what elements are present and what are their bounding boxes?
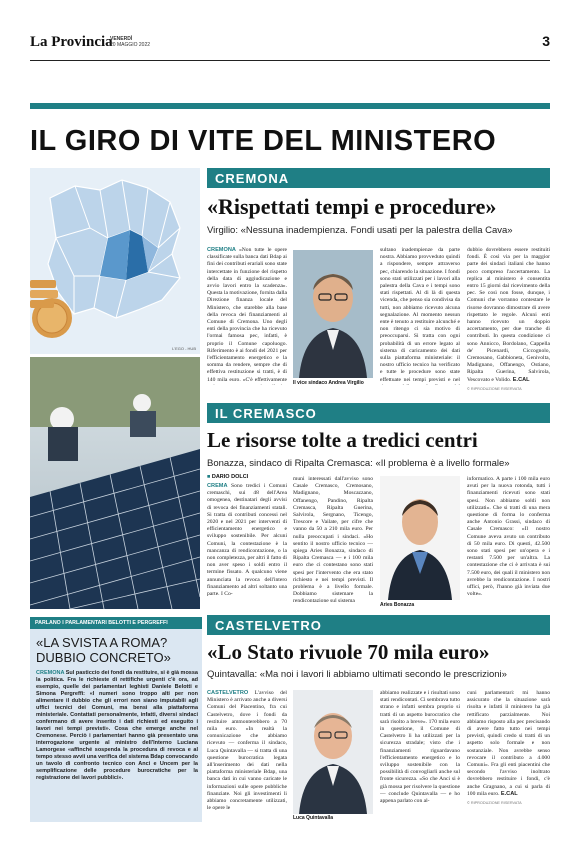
section-tag-cremasco: IL CREMASCO	[207, 403, 550, 423]
map-illustration	[30, 168, 200, 354]
castelvetro-headline: «Lo Stato rivuole 70 mila euro»	[207, 640, 490, 664]
castelvetro-column-3	[467, 690, 550, 822]
byline-author: DARIO DOLCI	[211, 474, 249, 480]
cremasco-kicker: CREMA	[207, 483, 228, 489]
castelvetro-copyright: © RIPRODUZIONE RISERVATA	[467, 801, 522, 806]
sidebar-box	[30, 617, 202, 822]
sidebar-kicker: CREMONA	[36, 670, 65, 676]
cremasco-headline: Le risorse tolte a tredici centri	[207, 428, 478, 452]
masthead-rule	[30, 60, 550, 61]
cremona-column-3	[467, 247, 550, 397]
issue-day: VENERDÌ	[110, 36, 133, 42]
section-tag-cremona: CREMONA	[207, 168, 550, 188]
masthead	[30, 30, 550, 60]
solar-panel-photo	[30, 357, 200, 609]
newspaper-logo: La Provincia	[30, 34, 113, 50]
cremona-copyright: © RIPRODUZIONE RISERVATA	[467, 386, 522, 391]
cremasco-col1-text: Sono tredici i Comuni cremaschi, sui 48 dell'Area omogenea, destinatari degli avvisi di revoca dei finanziamenti statali. Si tratta di contributi concessi nel 2020 e nel 2021 per interventi di efficientamento energetico e sviluppo sostenibile. Per alcuni Comuni, la contestazione è la mancanza di rendicontazione, o la non completezza, per altri il fatto di non aver speso i soldi entro il termine fissato. A qualcuno viene annunciata la revoca dell'intero finanziamento ad altri soltanto una parte. I Co-	[207, 483, 287, 598]
issue-date-text: 20 MAGGIO 2022	[110, 42, 151, 48]
cremona-column-1	[207, 247, 287, 385]
section-tag-castelvetro: CASTELVETRO	[207, 615, 550, 635]
lombardy-map-graphic	[30, 168, 200, 354]
quintavalla-portrait	[293, 690, 373, 814]
section-rule	[30, 103, 550, 109]
castelvetro-signature: E.CAL	[500, 790, 518, 797]
sidebar-bar: PARLANO I PARLAMENTARI BELOTTI E PERGREFFI	[30, 617, 202, 629]
castelvetro-kicker: CASTELVETRO	[207, 690, 249, 696]
castelvetro-col3-text: cuni parlamentari: mi hanno assicurato che la situazione sarà risolta e infatti il ministero ha già rettificato parzialmente. Noi abbiamo risposto alla pec precisando di avere fatto tutto nei tempi previsti, quindi credo si tratti di un aspetto solo formale e non sostanziale. Non avrebbe senso revocare il contributo a 4.000 Comuni». Fra gli enti piacentini che secondo l'avviso inoltrato dovrebbero restituire i fondi, c'è anche Gragnano, a cui si parla di 100 mila euro.	[467, 690, 550, 797]
sidebar-text	[36, 670, 198, 818]
sidebar-title: «LA SVISTA A ROMA? DUBBIO CONCRETO»	[36, 635, 171, 665]
virgilio-caption: Il vice sindaco Andrea Virgilio	[293, 380, 364, 386]
cremona-headline: «Rispettati tempi e procedure»	[207, 194, 497, 219]
page-number: 3	[542, 33, 550, 49]
map-credit: L'EGO - HUB	[172, 346, 196, 351]
castelvetro-subhead: Quintavalla: «Ma noi i lavori li abbiamo ultimati secondo le prescrizioni»	[207, 669, 507, 680]
cremona-col1-text: «Non tutte le opere classificate sulla banca dati Bdap ai fini dei contributi erariali sono state intercettate in funzione del rispetto della data di aggiudicazione e avvio lavori entro la scadenza». Questa la motivazione, fornita dalla Direzione finanza locale del Ministero, che starebbe alla base della revoca dei finanziamenti al Comune di Cremona. Uno degli enti della provincia che ha ricevuto l'ormai famosa pec, infatti, è proprio il Comune capoluogo. Riferimento è ai fondi del 2021 per l'efficientamento energetico e la somma da rendere, sempre che di effettiva restituzione si tratti, è di 140 mila euro. «C'è effettivamente	[207, 247, 287, 383]
solar-illustration	[30, 357, 200, 609]
cremona-col3-text: dubbio dovrebbero essere restituiti fondi. È così via per la maggior parte dei sindaci italiani che hanno poco compreso l'accertamento. La replica al ministero è consentita entro 15 giorni dal ricevimento della pec. Se così non fosse, dunque, i Comuni che vorranno contestare le risorse dovranno dimostrare di avere rispettato le regole. Alcuni enti hanno ricevuto un doppio accertamento, per due tranche di contributi. In questa condizione ci sono Annicco, Bordolano, Cappella de' Picenardi, Ciccognolo, Cremosano, Gabbioneta, Genivolta, Madignano, Offanengo, Ostiano, Ripalta Guerina, Salvirola, Vescovato e Volido.	[467, 247, 550, 383]
bonazza-caption: Aries Bonazza	[380, 602, 415, 608]
cremasco-byline	[207, 474, 248, 480]
cremona-column-2: sultano inadempienze da parte nostra. Abbiamo provveduto quindi a rispondere, sempre attraverso pec, chiarendo la situazione. I fondi sono stati utilizzati per i lavori alla palestra della Cava e i tempi sono stati rispettati. Al di là di questa vicenda, che penso sia condivisa da tutti, non abbiamo ricevuto alcuna segnalazione. Al momento nessun ente è tenuto a restituire alcunché e non ritengo ci sia motivo di preoccuparsi. Si tratta con ogni probabilità di un errore legato al sistema di caricamento dei dati sulla piattaforma ministeriale: il nostro ufficio tecnico ha verificato e tutte le procedure sono state effettuate nei tempi previsti e nel	[380, 247, 460, 383]
cremasco-column-1	[207, 483, 287, 607]
byline-marker: ■	[207, 474, 211, 480]
castelvetro-column-2: abbiamo realizzate e i risultati sono stati rendicontati. Ci sembrava tutto strano e infatti sembra proprio si tratti di un aspetto burocratico che sarà risolto a breve». 170 mila euro in questione, il Comune di Castelvetro li ha utilizzati per la sicurezza stradale; visto che i finanziamenti riguardavano l'efficientamento energetico e lo sviluppo sostenibile con la possibilità di convogliarli anche sul fronte sicurezza. «So che Anci si è già mossa per risolvere la questione — conclude Quintavalla — e ho appena parlato con al-	[380, 690, 460, 805]
cremona-kicker: CREMONA	[207, 247, 236, 253]
quintavalla-caption: Luca Quintavalla	[293, 815, 334, 821]
cremasco-column-3: informatico. A parte i 100 mila euro avuti per la nuova rotonda, tutti i finanziamenti ricevuti sono stati spesi. Non abbiamo soldi non utilizzati». Che si tratti di una mera questione di forma lo conferma anche Antonio Grassi, sindaco di Casale Cremasco: «Il nostro Comune aveva avuto un contributo di 50 mila euro. Di questi, 42.500 sono stati spesi per un'opera e i restanti 7.500 per un'altra. La contestazione che ci è arrivata è sui 7.500 euro, dei quali il ministero non avrebbe la rendicontazione. I nostri uffici, però, l'hanno già inviata due volte».	[467, 476, 550, 598]
cremona-subhead: Virgilio: «Nessuna inadempienza. Fondi usati per la palestra della Cava»	[207, 225, 513, 236]
castelvetro-col1-text: L'avviso del Ministero è arrivato anche a diversi Comuni del Piacentino, fra cui Castelvetro, dove i fondi da restituire ammonterebbero a 70 mila euro. «In realtà la comunicazione che abbiamo ricevuto — conferma il sindaco, Luca Quintavalla — si tratta di una questione burocratica legata all'inserimento dei dati nella piattaforma ministeriale Bdap, una banca dati in cui vanno caricate le informazioni sulle opere pubbliche finanziate. Noi gli investimenti li abbiamo concretamente utilizzati, le opere le	[207, 690, 287, 812]
cremasco-subhead: Bonazza, sindaco di Ripalta Cremasca: «Il problema è a livello formale»	[207, 458, 510, 469]
virgilio-portrait	[293, 250, 373, 378]
castelvetro-column-1	[207, 690, 287, 820]
issue-date	[110, 36, 150, 48]
cremona-signature: E.CAL	[512, 376, 530, 383]
sidebar-body: Sul pasticcio dei fondi da restituire, si è già mossa la politica. Fra le richieste di rettifiche urgenti c'è ora, ad esempio, quelle dei parlamentari leghisti Daniele Belotti e Simona Pergreffi: «I numeri sono troppo alti per non alimentare il dubbio che gli errori non siano imputabili agli uffici tecnici dei Comuni, ma bensì alla piattaforma ministeriale. Contattati personalmente, infatti, diversi sindaci confermano di avere inserito i dati richiesti ed eseguito i lavori nei tempi previsti». Cosa che emerge anche nel Cremonese. Perciò i parlamentari hanno già presentato una interrogazione urgente al ministro dell'Interno Luciana Lamorgese «affinché sospenda la procedura di revoca e al tempo stesso avvii una verifica del sistema Bdap convocando un tavolo di confronto tecnico con Anci e Uncem per la semplificazione delle procedure burocratiche per la registrazione dei lavori pubblici».	[36, 670, 198, 781]
cremasco-column-2: muni interessati dall'avviso sono Casale Cremasco, Cremosano, Madignano, Moscazzano, Offanengo, Pandino, Ripalta Cremasca, Ripalta Guerina, Salvirola, Sergnano, Ticengo, Trescore e Vailate, per cifre che vanno da 50 a 210 mila euro. Per nulla preoccupati i sindaci. «Ho sentito il nostro ufficio tecnico — spiega Aries Bonazza, sindaco di Ripalta Cremasca — e i 100 mila euro che ci contestano sono stati spesi per l'intervento che era stato richiesto e nei tempi previsti. Il problema è a livello formale. Dobbiamo sistemare la rendicontazione sul sistema	[293, 476, 373, 605]
page-title: IL GIRO DI VITE DEL MINISTERO	[30, 125, 497, 157]
bonazza-portrait	[380, 476, 460, 600]
